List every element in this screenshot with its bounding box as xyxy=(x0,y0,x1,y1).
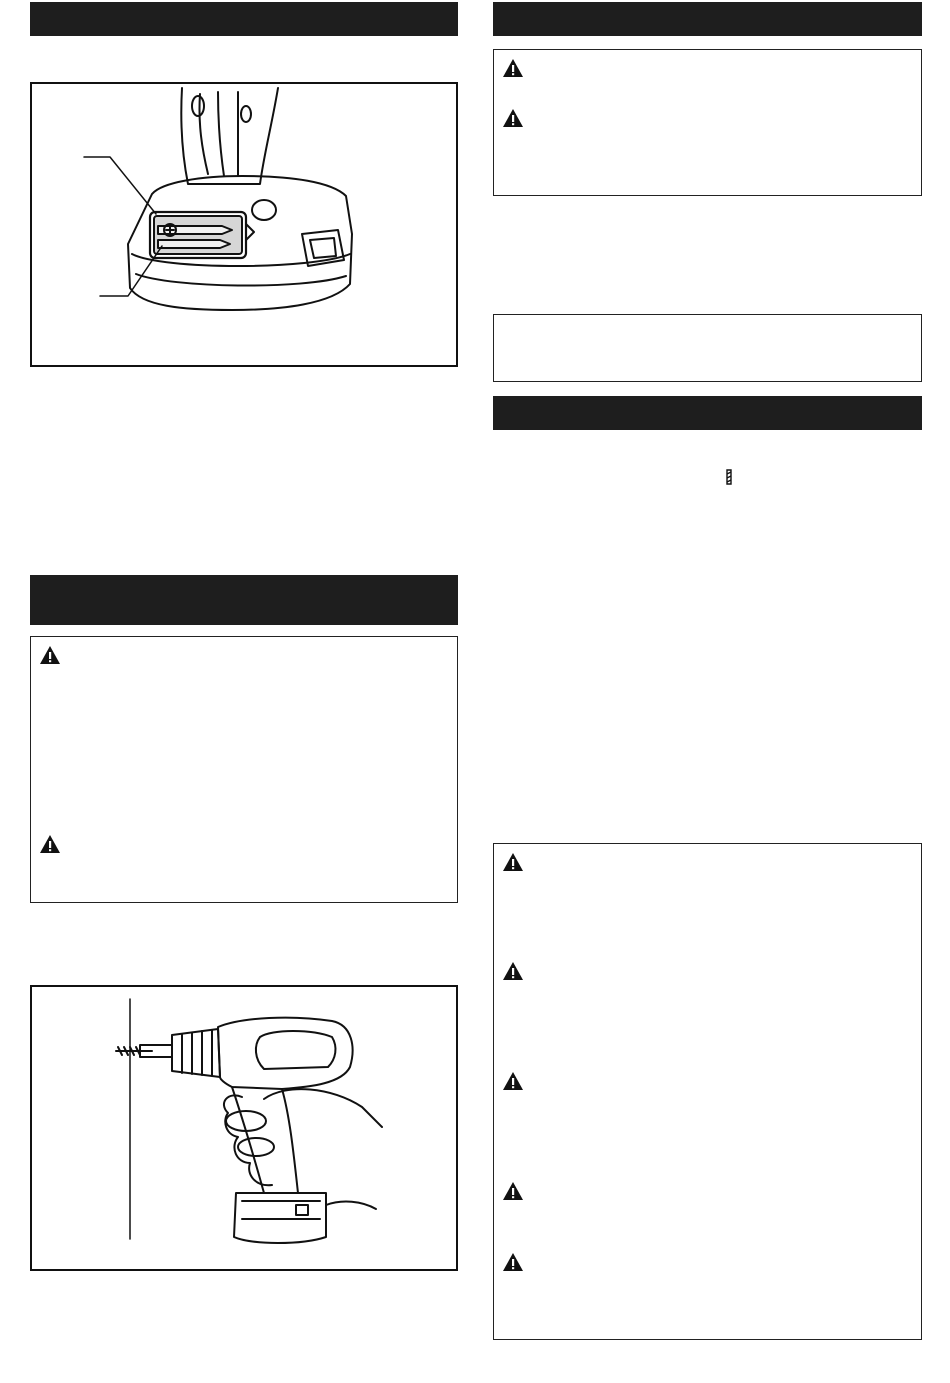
section-header-bar-right-1 xyxy=(493,2,922,36)
bit-holder-illustration xyxy=(32,84,456,365)
drill-bit-icon xyxy=(724,469,734,485)
section-header-bar-left-2 xyxy=(30,575,458,625)
warning-box-right-2 xyxy=(493,843,922,1340)
warning-triangle-icon xyxy=(39,645,61,665)
section-header-bar-left-1 xyxy=(30,2,458,36)
warning-triangle-icon xyxy=(502,1252,524,1272)
drilling-figure xyxy=(30,985,458,1271)
warning-triangle-icon xyxy=(502,961,524,981)
warning-triangle-icon xyxy=(39,834,61,854)
warning-box-right-1 xyxy=(493,49,922,196)
drill-in-hand-illustration xyxy=(32,987,456,1269)
warning-triangle-icon xyxy=(502,108,524,128)
warning-triangle-icon xyxy=(502,1181,524,1201)
warning-triangle-icon xyxy=(502,1071,524,1091)
bit-holder-figure xyxy=(30,82,458,367)
notice-box-right xyxy=(493,314,922,382)
warning-box-left xyxy=(30,636,458,903)
warning-triangle-icon xyxy=(502,852,524,872)
warning-triangle-icon xyxy=(502,58,524,78)
section-header-bar-right-2 xyxy=(493,396,922,430)
